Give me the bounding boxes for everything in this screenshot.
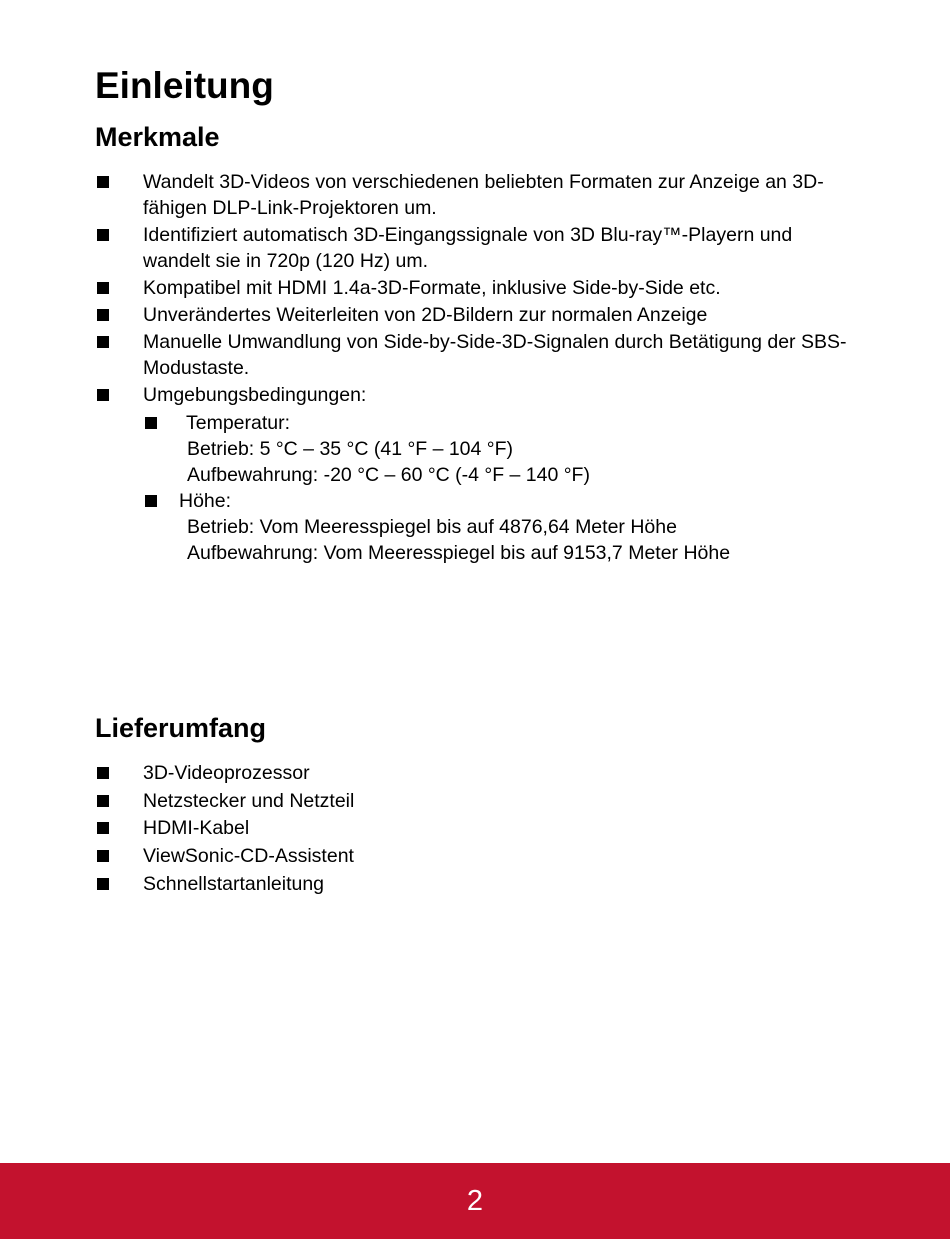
list-item: 3D-Videoprozessor (95, 760, 795, 786)
features-heading: Merkmale (95, 122, 220, 152)
list-item: Manuelle Umwandlung von Side-by-Side-3D-Signalen durch Betätigung der SBS-Modustaste. (95, 329, 855, 381)
list-item: Unverändertes Weiterleiten von 2D-Bildern zur normalen Anzeige (95, 302, 855, 328)
list-item: HDMI-Kabel (95, 815, 795, 841)
square-bullet-icon (145, 417, 157, 429)
list-item: Identifiziert automatisch 3D-Eingangssignale von 3D Blu-ray™-Playern und wandelt sie in 720p (120 Hz) um. (95, 222, 855, 274)
conditions-list (143, 410, 855, 566)
list-item: Netzstecker und Netzteil (95, 788, 795, 814)
condition-temperature: Temperatur: Betrieb: 5 °C – 35 °C (41 °F – 104 °F) Aufbewahrung: -20 °C – 60 °C (-4 °F – 140 °F) (95, 410, 855, 488)
list-item: Schnellstartanleitung (95, 871, 795, 897)
square-bullet-icon (97, 850, 109, 862)
page-number: 2 (466, 1185, 484, 1217)
square-bullet-icon (97, 878, 109, 890)
list-item: Wandelt 3D-Videos von verschiedenen beliebten Formaten zur Anzeige an 3D-fähigen DLP-Link-Projektoren um. (95, 169, 855, 221)
list-item: ViewSonic-CD-Assistent (95, 843, 795, 869)
square-bullet-icon (97, 795, 109, 807)
delivery-list (95, 760, 795, 898)
square-bullet-icon (97, 336, 109, 348)
page-footer (0, 1163, 950, 1239)
square-bullet-icon (145, 495, 157, 507)
features-list (95, 169, 855, 567)
square-bullet-icon (97, 822, 109, 834)
square-bullet-icon (97, 176, 109, 188)
delivery-heading: Lieferumfang (95, 713, 267, 743)
square-bullet-icon (97, 309, 109, 321)
list-item: Kompatibel mit HDMI 1.4a-3D-Formate, inklusive Side-by-Side etc. (95, 275, 855, 301)
square-bullet-icon (97, 229, 109, 241)
list-item: Umgebungsbedingungen: Temperatur: Betrieb: 5 °C – 35 °C (41 °F – 104 °F) Aufbewahrung: -20 °C – 60 °C (-4 °F – 140 °F) Höhe: Betrieb: Vom Meeresspiegel bis auf 4876,64 Meter Höhe Aufbewahrung: Vom Meeresspiegel bis auf 9153,7 Meter Höhe (95, 382, 855, 566)
page-title: Einleitung (95, 65, 274, 106)
square-bullet-icon (97, 389, 109, 401)
square-bullet-icon (97, 767, 109, 779)
condition-altitude: Höhe: Betrieb: Vom Meeresspiegel bis auf 4876,64 Meter Höhe Aufbewahrung: Vom Meeresspiegel bis auf 9153,7 Meter Höhe (95, 488, 855, 566)
square-bullet-icon (97, 282, 109, 294)
